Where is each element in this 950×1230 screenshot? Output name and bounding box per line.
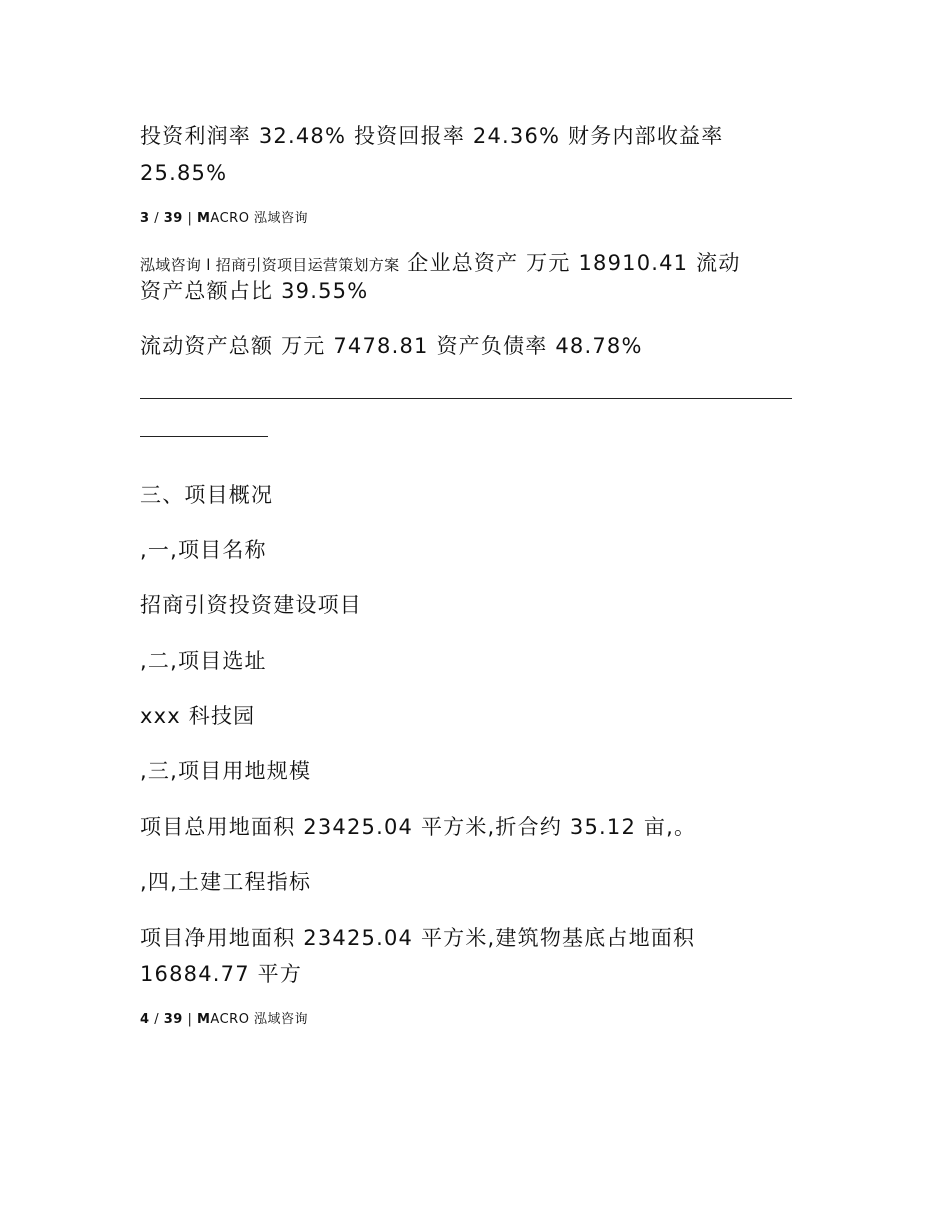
item-heading-name: ,一,项目名称 [140,538,267,562]
footer-divider: | [187,1012,193,1027]
text-line-investment-ratios: 投资利润率 32.48% 投资回报率 24.36% 财务内部收益率 [140,124,724,148]
dash-rule-2 [140,436,268,437]
brand-initial: M [196,211,211,226]
item-text-location: xxx 科技园 [140,704,256,728]
item-text-construction-1: 项目净用地面积 23425.04 平方米,建筑物基底占地面积 [140,926,696,950]
page-footer-3 [140,210,308,228]
item-heading-land-scale: ,三,项目用地规模 [140,759,312,783]
item-text-name: 招商引资投资建设项目 [140,593,362,617]
page-number: 4 [140,1012,150,1027]
assets-total-text: 企业总资产 万元 18910.41 流动 [407,251,741,275]
page-total: 39 [163,211,183,226]
page-separator: / [154,211,160,226]
text-line-current-assets: 流动资产总额 万元 7478.81 资产负债率 48.78% [140,334,643,358]
page-number: 3 [140,211,150,226]
running-header: 泓域咨询 l 招商引资项目运营策划方案 [140,256,400,274]
item-heading-location: ,二,项目选址 [140,649,267,673]
dash-rule-1 [140,398,792,399]
item-heading-construction: ,四,土建工程指标 [140,870,312,894]
text-line-irr-value: 25.85% [140,161,228,185]
page-total: 39 [163,1012,183,1027]
item-text-land-scale: 项目总用地面积 23425.04 平方米,折合约 35.12 亩,。 [140,815,697,839]
brand-initial: M [196,1012,211,1027]
brand-name: ACRO 泓域咨询 [210,211,309,226]
text-line-header-assets [140,249,741,279]
page-separator: / [154,1012,160,1027]
text-line-assets-share: 资产总额占比 39.55% [140,279,369,303]
section-title: 三、项目概况 [140,483,274,507]
brand-name: ACRO 泓域咨询 [210,1012,309,1027]
page-footer-4 [140,1011,308,1029]
item-text-construction-2: 16884.77 平方 [140,962,303,986]
footer-divider: | [187,211,193,226]
